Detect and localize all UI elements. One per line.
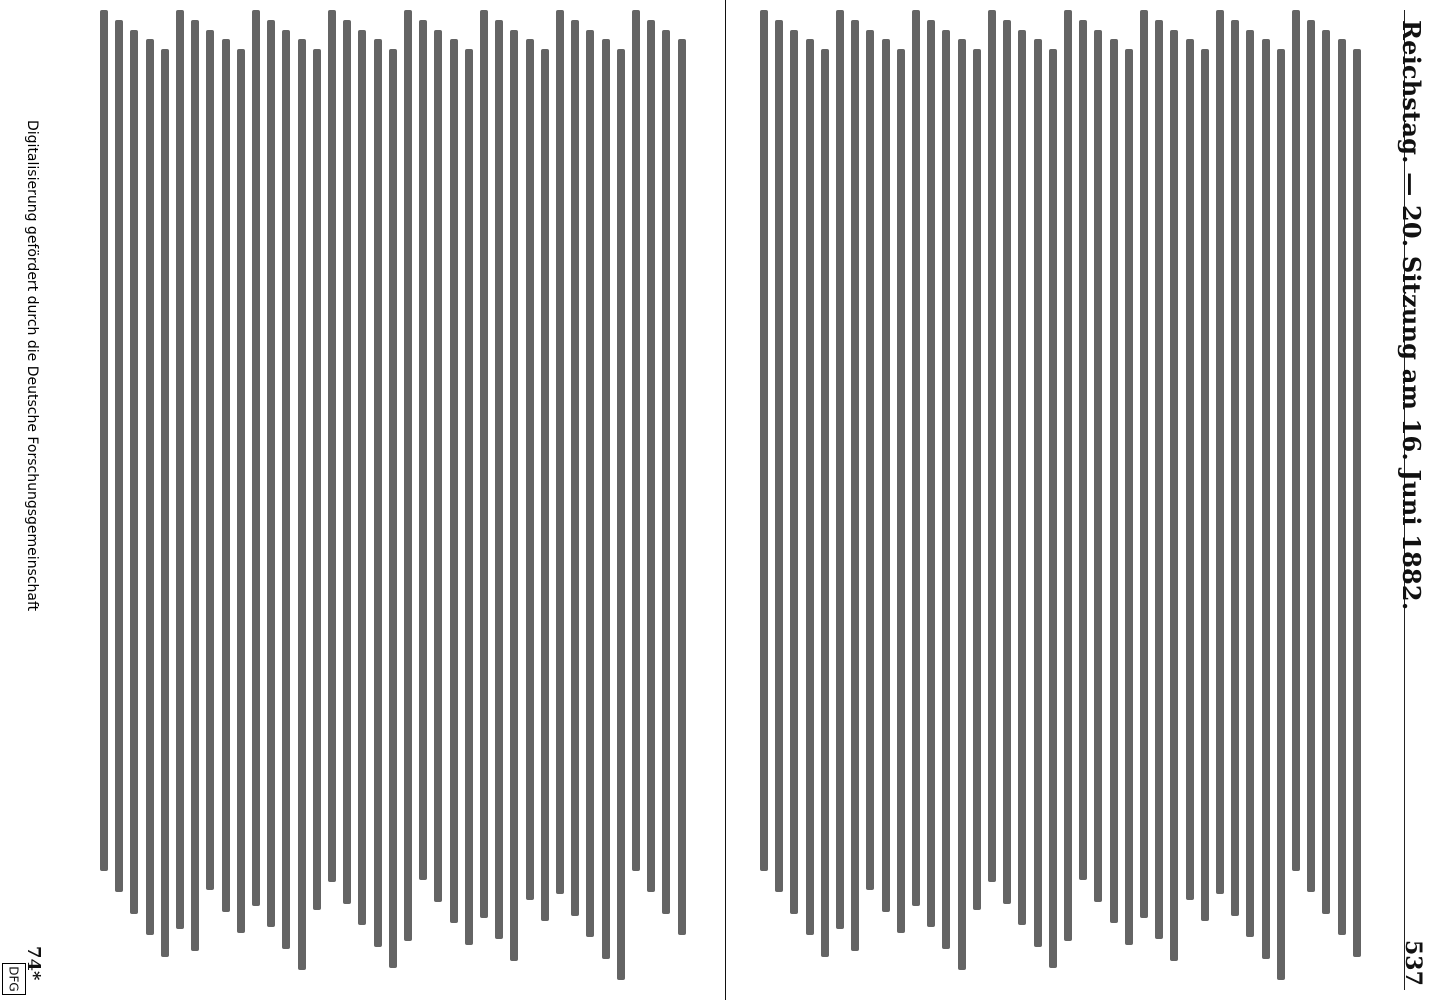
digitization-credit: Digitalisierung gefördert durch die Deutsche Forschungsgemeinschaft: [24, 120, 40, 612]
text-line: [206, 30, 214, 891]
text-column-right: [100, 10, 710, 988]
text-line: [465, 49, 473, 945]
text-column-right-lines: [100, 10, 710, 988]
text-line: [1231, 20, 1239, 916]
text-line: [146, 39, 154, 935]
text-line: [958, 39, 966, 970]
text-line: [282, 30, 290, 949]
text-line: [760, 10, 768, 871]
text-line: [541, 49, 549, 921]
text-line: [191, 20, 199, 951]
text-line: [313, 49, 321, 910]
text-line: [662, 30, 670, 914]
text-line: [100, 10, 108, 871]
text-line: [1353, 49, 1361, 957]
text-line: [678, 39, 686, 935]
text-line: [389, 49, 397, 968]
text-line: [374, 39, 382, 947]
text-line: [790, 30, 798, 914]
text-line: [1262, 39, 1270, 958]
text-line: [1140, 10, 1148, 918]
signature-mark: 74*: [23, 946, 44, 981]
text-line: [1338, 39, 1346, 935]
text-line: [866, 30, 874, 891]
text-line: [617, 49, 625, 980]
text-line: [912, 10, 920, 906]
text-line: [851, 20, 859, 951]
text-line: [1277, 49, 1285, 980]
text-line: [419, 20, 427, 881]
text-line: [1155, 20, 1163, 939]
text-line: [495, 20, 503, 939]
text-line: [1246, 30, 1254, 938]
text-line: [1322, 30, 1330, 914]
text-line: [328, 10, 336, 882]
text-line: [1216, 10, 1224, 894]
text-line: [222, 39, 230, 911]
text-line: [1201, 49, 1209, 921]
text-line: [806, 39, 814, 935]
text-line: [973, 49, 981, 910]
text-line: [1125, 49, 1133, 945]
dfg-logo-text: DFG: [7, 966, 22, 992]
text-line: [1064, 10, 1072, 941]
text-line: [526, 39, 534, 900]
column-divider: [725, 0, 726, 1000]
text-line: [632, 10, 640, 871]
text-line: [647, 20, 655, 892]
page-header: [1398, 10, 1426, 990]
text-line: [775, 20, 783, 892]
text-line: [556, 10, 564, 894]
text-line: [434, 30, 442, 902]
text-line: [927, 20, 935, 928]
text-line: [836, 10, 844, 929]
text-line: [1307, 20, 1315, 892]
text-line: [176, 10, 184, 929]
text-line: [252, 10, 260, 906]
text-line: [1003, 20, 1011, 904]
text-line: [571, 20, 579, 916]
text-line: [988, 10, 996, 882]
text-column-left: [760, 10, 1390, 988]
text-line: [942, 30, 950, 949]
text-line: [343, 20, 351, 904]
text-line: [1292, 10, 1300, 871]
text-line: [897, 49, 905, 933]
text-line: [267, 20, 275, 928]
gutter: [0, 0, 46, 1000]
text-line: [821, 49, 829, 957]
text-line: [1094, 30, 1102, 902]
text-line: [1186, 39, 1194, 900]
text-line: [237, 49, 245, 933]
text-line: [450, 39, 458, 923]
text-line: [480, 10, 488, 918]
text-line: [882, 39, 890, 911]
text-line: [1049, 49, 1057, 968]
text-line: [1018, 30, 1026, 926]
text-line: [510, 30, 518, 961]
text-line: [1079, 20, 1087, 881]
text-line: [161, 49, 169, 957]
text-line: [115, 20, 123, 892]
text-line: [1170, 30, 1178, 961]
page-header-title: Reichstag. — 20. Sitzung am 16. Juni 1882.: [1397, 20, 1426, 611]
text-line: [1034, 39, 1042, 947]
text-line: [404, 10, 412, 941]
text-line: [586, 30, 594, 938]
text-column-left-lines: [760, 10, 1390, 988]
text-line: [1110, 39, 1118, 923]
text-line: [602, 39, 610, 958]
text-line: [358, 30, 366, 926]
text-line: [298, 39, 306, 970]
text-line: [130, 30, 138, 914]
page-number: 537: [1400, 940, 1426, 986]
